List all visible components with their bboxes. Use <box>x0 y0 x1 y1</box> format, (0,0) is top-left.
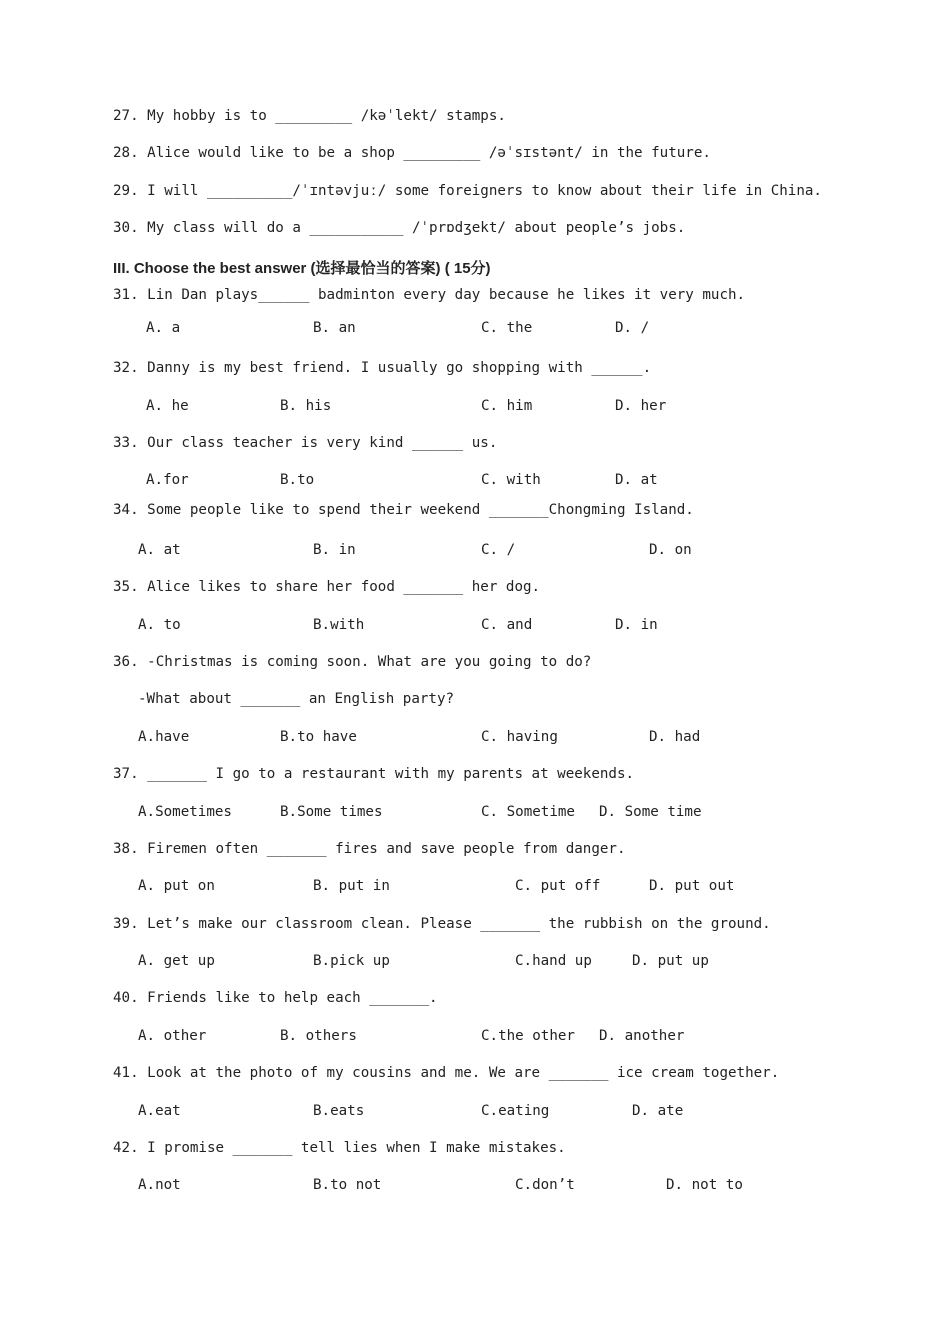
question-36-reply: -What about _______ an English party? <box>138 691 455 707</box>
question-number: 34. <box>113 502 139 518</box>
option-b: B.to <box>280 472 315 488</box>
option-c: C. the <box>481 320 533 336</box>
option-a: A. a <box>146 320 181 336</box>
question-31 <box>113 287 745 303</box>
question-text: -Christmas is coming soon. What are you going to do? <box>147 654 592 670</box>
option-b: B. put in <box>313 878 390 894</box>
option-c: C. Sometime <box>481 804 575 820</box>
option-c: C. having <box>481 729 558 745</box>
question-text: Lin Dan plays______ badminton every day because he likes it very much. <box>147 287 746 303</box>
option-a: A.eat <box>138 1103 181 1119</box>
option-a: A. get up <box>138 953 215 969</box>
question-32 <box>113 360 651 376</box>
option-d: D. on <box>649 542 692 558</box>
option-b: B.eats <box>313 1103 365 1119</box>
question-number: 29. <box>113 183 139 199</box>
question-text: Danny is my best friend. I usually go shopping with ______. <box>147 360 652 376</box>
question-text: Some people like to spend their weekend _______Chongming Island. <box>147 502 694 518</box>
question-41 <box>113 1065 779 1081</box>
question-number: 35. <box>113 579 139 595</box>
option-b: B. an <box>313 320 356 336</box>
option-a: A.not <box>138 1177 181 1193</box>
question-number: 36. <box>113 654 139 670</box>
option-b: B.with <box>313 617 365 633</box>
option-d: D. her <box>615 398 667 414</box>
question-36 <box>113 654 591 670</box>
question-number: 37. <box>113 766 139 782</box>
option-b: B. others <box>280 1028 357 1044</box>
option-d: D. another <box>599 1028 685 1044</box>
question-34 <box>113 502 694 518</box>
question-text: _______ I go to a restaurant with my parents at weekends. <box>147 766 635 782</box>
question-text: My hobby is to _________ /kəˈlekt/ stamps. <box>147 108 506 124</box>
option-c: C. with <box>481 472 541 488</box>
option-d: D. not to <box>666 1177 743 1193</box>
question-number: 28. <box>113 145 139 161</box>
question-number: 31. <box>113 287 139 303</box>
option-c: C. him <box>481 398 533 414</box>
question-number: 40. <box>113 990 139 1006</box>
question-text: Our class teacher is very kind ______ us. <box>147 435 498 451</box>
option-a: A. put on <box>138 878 215 894</box>
question-text: Friends like to help each _______. <box>147 990 438 1006</box>
question-text: Alice likes to share her food _______ her dog. <box>147 579 541 595</box>
question-number: 38. <box>113 841 139 857</box>
question-28 <box>113 145 711 161</box>
option-c: C. put off <box>515 878 601 894</box>
question-33 <box>113 435 497 451</box>
question-27 <box>113 108 506 124</box>
question-39 <box>113 916 771 932</box>
question-text: My class will do a ___________ /ˈprɒdʒekt/ about people’s jobs. <box>147 220 686 236</box>
question-text: Alice would like to be a shop _________ /əˈsɪstənt/ in the future. <box>147 145 711 161</box>
option-b: B. his <box>280 398 332 414</box>
option-a: A.have <box>138 729 190 745</box>
option-c: C. and <box>481 617 533 633</box>
option-a: A. at <box>138 542 181 558</box>
option-a: A. he <box>146 398 189 414</box>
question-number: 42. <box>113 1140 139 1156</box>
option-c: C.hand up <box>515 953 592 969</box>
question-text: I will __________/ˈɪntəvjuː/ some foreigners to know about their life in China. <box>147 183 822 199</box>
option-d: D. put up <box>632 953 709 969</box>
option-c: C.the other <box>481 1028 575 1044</box>
option-c: C.eating <box>481 1103 550 1119</box>
question-number: 30. <box>113 220 139 236</box>
option-a: A.for <box>146 472 189 488</box>
option-d: D. Some time <box>599 804 702 820</box>
question-35 <box>113 579 540 595</box>
option-d: D. at <box>615 472 658 488</box>
option-d: D. / <box>615 320 650 336</box>
question-number: 32. <box>113 360 139 376</box>
option-d: D. ate <box>632 1103 684 1119</box>
option-b: B.to have <box>280 729 357 745</box>
question-number: 27. <box>113 108 139 124</box>
option-a: A. other <box>138 1028 207 1044</box>
question-text: Firemen often _______ fires and save people from danger. <box>147 841 626 857</box>
option-b: B.Some times <box>280 804 383 820</box>
option-a: A.Sometimes <box>138 804 232 820</box>
question-30 <box>113 220 685 236</box>
option-c: C. / <box>481 542 516 558</box>
question-number: 33. <box>113 435 139 451</box>
option-b: B. in <box>313 542 356 558</box>
option-b: B.pick up <box>313 953 390 969</box>
question-42 <box>113 1140 566 1156</box>
option-d: D. put out <box>649 878 735 894</box>
question-29 <box>113 183 822 199</box>
question-38 <box>113 841 626 857</box>
option-d: D. had <box>649 729 701 745</box>
question-text: Let’s make our classroom clean. Please _______ the rubbish on the ground. <box>147 916 771 932</box>
question-number: 41. <box>113 1065 139 1081</box>
question-40 <box>113 990 438 1006</box>
option-c: C.don’t <box>515 1177 575 1193</box>
question-37 <box>113 766 634 782</box>
option-b: B.to not <box>313 1177 382 1193</box>
section-heading: III. Choose the best answer (选择最恰当的答案) ( 15分) <box>113 260 491 277</box>
question-text: I promise _______ tell lies when I make mistakes. <box>147 1140 566 1156</box>
question-number: 39. <box>113 916 139 932</box>
option-a: A. to <box>138 617 181 633</box>
option-d: D. in <box>615 617 658 633</box>
question-text: Look at the photo of my cousins and me. We are _______ ice cream together. <box>147 1065 780 1081</box>
